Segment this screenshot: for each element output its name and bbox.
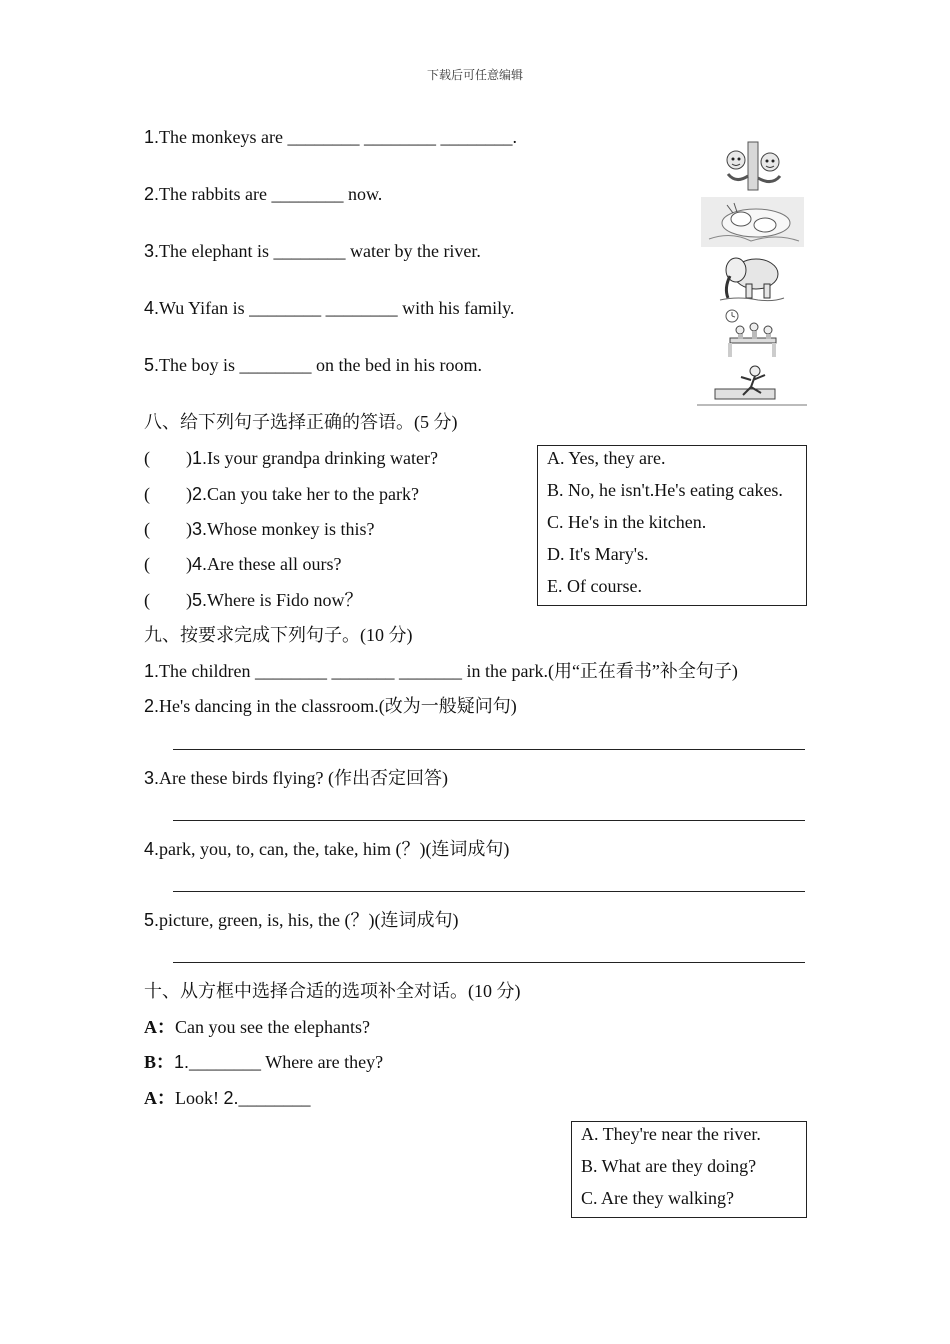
- dialogue-text: Can you see the elephants?: [175, 1017, 370, 1037]
- dialogue-line-1: [144, 1015, 370, 1039]
- answer-line[interactable]: [173, 820, 805, 821]
- item-text: He's dancing in the classroom.(改为一般疑问句): [159, 696, 517, 716]
- item-number: 1.: [192, 448, 208, 468]
- item-number: 2.: [144, 696, 160, 716]
- answer-blank-close: ): [186, 554, 192, 574]
- item-number: 3.: [192, 519, 208, 539]
- page-header-note: 下载后可任意编辑: [426, 68, 523, 82]
- item-number: 5.: [144, 355, 160, 375]
- item-number: 2.: [223, 1088, 239, 1108]
- item-number: 2.: [192, 484, 208, 504]
- dialogue-options-box: [571, 1121, 807, 1218]
- monkeys-image: [718, 140, 790, 192]
- option-a: A. They're near the river.: [581, 1124, 761, 1144]
- option-c: C. He's in the kitchen.: [547, 512, 707, 532]
- rewrite-item-2: [144, 694, 517, 718]
- item-text: The monkeys are ________ ________ ________.: [159, 127, 517, 147]
- option-a: A. Yes, they are.: [547, 448, 666, 468]
- item-text: The boy is ________ on the bed in his room.: [159, 355, 482, 375]
- answer-blank-close: ): [186, 484, 192, 504]
- answer-line[interactable]: [173, 749, 805, 750]
- family-dinner-image: [722, 306, 782, 360]
- item-number: 3.: [144, 241, 160, 261]
- fill-item-1: [144, 125, 517, 149]
- answer-options-box: [537, 445, 807, 606]
- item-number: 1.: [144, 661, 160, 681]
- fill-item-3: [144, 239, 481, 263]
- option-b: B. What are they doing?: [581, 1156, 757, 1176]
- item-text: Where is Fido now？: [207, 590, 363, 610]
- answer-blank-open[interactable]: (: [144, 554, 150, 574]
- item-number: 5.: [144, 910, 160, 930]
- choice-item-1: [144, 446, 438, 470]
- answer-line[interactable]: [173, 891, 805, 892]
- item-number: 1.: [144, 127, 160, 147]
- elephant-drinking-image: [718, 252, 786, 304]
- choice-item-3: [144, 517, 375, 541]
- option-b: B. No, he isn't.He's eating cakes.: [547, 480, 783, 500]
- item-text: Wu Yifan is ________ ________ with his family.: [159, 298, 515, 318]
- rewrite-item-4: [144, 837, 509, 861]
- answer-blank-open[interactable]: (: [144, 484, 150, 504]
- choice-item-4: [144, 552, 341, 576]
- fill-item-5: [144, 353, 482, 377]
- item-text: picture, green, is, his, the (？)(连词成句): [159, 910, 459, 930]
- item-text: Whose monkey is this?: [207, 519, 375, 539]
- answer-blank-close: ): [186, 448, 192, 468]
- choice-item-2: [144, 482, 419, 506]
- item-text: Are these all ours?: [207, 554, 342, 574]
- section8-title: 八、给下列句子选择正确的答语。(5 分): [144, 412, 458, 432]
- rewrite-item-5: [144, 908, 458, 932]
- item-number: 4.: [192, 554, 208, 574]
- item-text: Are these birds flying? (作出否定回答): [159, 768, 448, 788]
- option-e: E. Of course.: [547, 576, 642, 596]
- answer-blank-open[interactable]: (: [144, 448, 150, 468]
- rewrite-item-1: [144, 659, 738, 683]
- item-text: Is your grandpa drinking water?: [207, 448, 438, 468]
- dialogue-blank: ________: [238, 1088, 311, 1108]
- fill-item-4: [144, 296, 514, 320]
- rabbits-sleeping-image: [701, 197, 804, 247]
- choice-item-5: [144, 588, 363, 612]
- fill-item-2: [144, 182, 382, 206]
- option-d: D. It's Mary's.: [547, 544, 649, 564]
- item-number: 4.: [144, 298, 160, 318]
- speaker-label: B：: [144, 1052, 175, 1072]
- speaker-label: A：: [144, 1088, 175, 1108]
- section9-title: 九、按要求完成下列句子。(10 分): [144, 625, 413, 645]
- rewrite-item-3: [144, 766, 448, 790]
- item-number: 5.: [192, 590, 208, 610]
- answer-blank-close: ): [186, 590, 192, 610]
- item-text: park, you, to, can, the, take, him (？)(连词成句): [159, 839, 510, 859]
- answer-line[interactable]: [173, 962, 805, 963]
- boy-jumping-image: [697, 363, 807, 408]
- item-text: The rabbits are ________ now.: [159, 184, 383, 204]
- item-number: 4.: [144, 839, 160, 859]
- speaker-label: A：: [144, 1017, 175, 1037]
- item-text: The children ________ _______ _______ in the park.(用“正在看书”补全句子): [159, 661, 738, 681]
- item-number: 2.: [144, 184, 160, 204]
- dialogue-line-2: [144, 1050, 383, 1074]
- dialogue-text: Look!: [175, 1088, 224, 1108]
- dialogue-line-3: [144, 1086, 311, 1110]
- item-text: Can you take her to the park?: [207, 484, 419, 504]
- section10-title: 十、从方框中选择合适的选项补全对话。(10 分): [144, 981, 521, 1001]
- item-number: 1.: [174, 1052, 190, 1072]
- dialogue-text: ________ Where are they?: [189, 1052, 384, 1072]
- answer-blank-open[interactable]: (: [144, 590, 150, 610]
- item-text: The elephant is ________ water by the river.: [159, 241, 481, 261]
- option-c: C. Are they walking?: [581, 1188, 734, 1208]
- answer-blank-open[interactable]: (: [144, 519, 150, 539]
- answer-blank-close: ): [186, 519, 192, 539]
- item-number: 3.: [144, 768, 160, 788]
